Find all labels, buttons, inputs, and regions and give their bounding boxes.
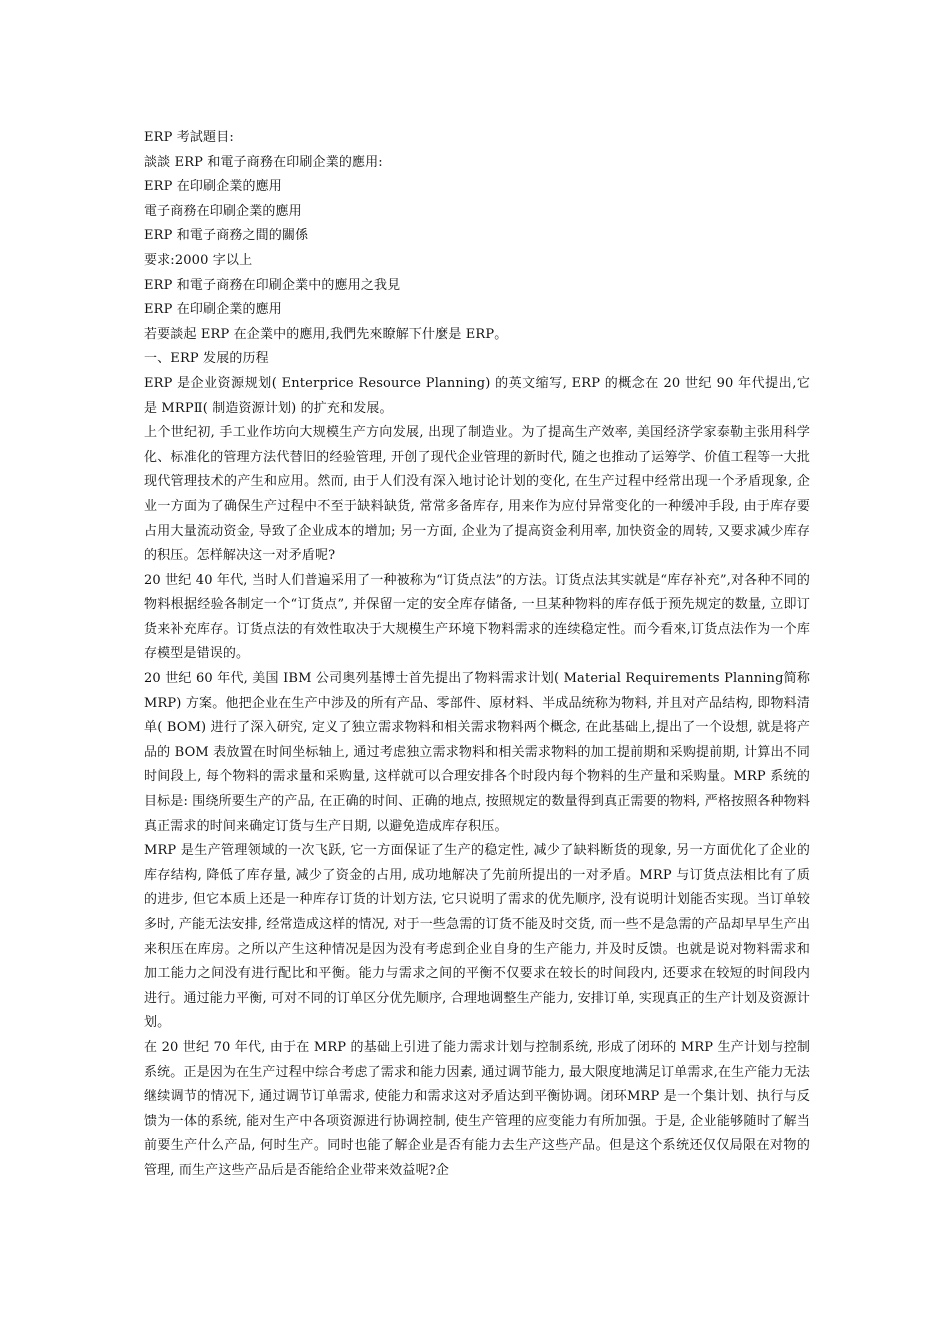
topic-erp: ERP 在印刷企業的應用 bbox=[144, 179, 282, 195]
paragraph-mrp-intro: 20 世纪 60 年代, 美国 IBM 公司奥列基博士首先提出了物料需求计划( Material Requirements Planning简称 MRP) 方案。他把企业在生产中涉及的所有产品、零部件、原材料、半成品统称为物料, 并且对产品结构, 即物料清单( BOM) 进行了深入研究, 定义了独立需求物料和相关需求物料两个概念, 在此基础上,提出了一个设想, 就是将产品的 BOM 表放置在时间坐标轴上, 通过考虑独立需求物料和相关需求物料的加工提前期和采购提前期, 计算出不同时间段上, 每个物料的需求量和采购量, 这样就可以合理安排各个时段内每个物料的生产量和采购量。MRP 系统的目标是: 围绕所要生产的产品, 在正确的时间、正确的地点, 按照规定的数量得到真正需要的物料, 严格按照各种物料真正需求的时间来确定订货与生产日期, 以避免造成库存积压。 bbox=[144, 671, 810, 834]
requirement: 要求:2000 字以上 bbox=[144, 252, 253, 268]
topic-ecommerce: 電子商務在印刷企業的應用 bbox=[144, 203, 302, 219]
paragraph-manufacturing-history: 上个世纪初, 手工业作坊向大规模生产方向发展, 出现了制造业。为了提高生产效率, 美国经济学家泰勒主张用科学化、标准化的管理方法代替旧的经验管理, 开创了现代企业管理的新时代, 随之也推动了运筹学、价值工程等一大批现代管理技术的产生和应用。然而, 由于人们没有深入地讨论计划的变化, 在生产过程中经常出现一个矛盾现象, 企业一方面为了确保生产过程中不至于缺料缺货, 常常多备库存, 用来作为应付异常变化的一种缓冲手段, 由于库存要占用大量流动资金, 导致了企业成本的增加; 另一方面, 企业为了提高资金利用率, 加快资金的周转, 又要求减少库存的积压。怎样解决这一对矛盾呢? bbox=[144, 425, 810, 564]
topic-relationship: ERP 和電子商務之間的關係 bbox=[144, 228, 309, 244]
essay-title: ERP 和電子商務在印刷企業中的應用之我見 bbox=[144, 277, 401, 293]
section-heading: ERP 在印刷企業的應用 bbox=[144, 302, 282, 318]
paragraph-order-point: 20 世纪 40 年代, 当时人们普遍采用了一种被称为“订货点法”的方法。订货点法其实就是“库存补充”,对各种不同的物料根据经验各制定一个“订货点”, 并保留一定的安全库存储备, 一旦某种物料的库存低于预先规定的数量, 立即订货来补充库存。订货点法的有效性取决于大规模生产环境下物料需求的连续稳定性。而今看來,订货点法作为一个库存模型是错误的。 bbox=[144, 572, 810, 662]
exam-title: ERP 考試題目: bbox=[144, 130, 234, 145]
paragraph-erp-definition: ERP 是企业资源规划( Enterprice Resource Planning) 的英文缩写, ERP 的概念在 20 世纪 90 年代提出,它是 MRPⅡ( 制造资源计划) 的扩充和发展。 bbox=[144, 375, 810, 416]
paragraph-closed-loop-mrp: 在 20 世纪 70 年代, 由于在 MRP 的基础上引进了能力需求计划与控制系统, 形成了闭环的 MRP 生产计划与控制系统。正是因为在生产过程中综合考虑了需求和能力因素, 通过调节能力, 最大限度地满足订单需求,在生产能力无法继续调节的情况下, 通过调节订单需求, 使能力和需求这对矛盾达到平衡协调。闭环MRP 是一个集计划、执行与反馈为一体的系统, 能对生产中各项资源进行协调控制, 使生产管理的应变能力有所加强。于是, 企业能够随时了解当前要生产什么产品, 何时生产。同时也能了解企业是否有能力去生产这些产品。但是这个系统还仅仅局限在对物的管理, 而生产这些产品后是否能给企业带来效益呢?企 bbox=[144, 1039, 810, 1178]
exam-question: 談談 ERP 和電子商務在印刷企業的應用: bbox=[144, 154, 383, 170]
subsection-heading: 一、ERP 发展的历程 bbox=[144, 351, 269, 367]
paragraph-mrp-evaluation: MRP 是生产管理领域的一次飞跃, 它一方面保证了生产的稳定性, 减少了缺料断货的现象, 另一方面优化了企业的库存结构, 降低了库存量, 减少了资金的占用, 成功地解决了先前所提出的一对矛盾。MRP 与订货点法相比有了质的进步, 但它本质上还是一种库存订货的计划方法, 它只说明了需求的优先顺序, 没有说明计划能否实现。当订单较多时, 产能无法安排, 经常造成这样的情况, 对于一些急需的订货不能及时交货, 而一些不是急需的产品却早早生产出来积压在库房。之所以产生这种情况是因为没有考虑到企业自身的生产能力, 并及时反馈。也就是说对物料需求和加工能力之间没有进行配比和平衡。能力与需求之间的平衡不仅要求在较长的时间段内, 还要求在较短的时间段内进行。通过能力平衡, 可对不同的订单区分优先顺序, 合理地调整生产能力, 安排订单, 实现真正的生产计划及资源计划。 bbox=[144, 843, 810, 1031]
intro-sentence: 若要談起 ERP 在企業中的應用,我們先來瞭解下什麼是 ERP。 bbox=[144, 326, 508, 342]
document-body bbox=[144, 126, 810, 1184]
